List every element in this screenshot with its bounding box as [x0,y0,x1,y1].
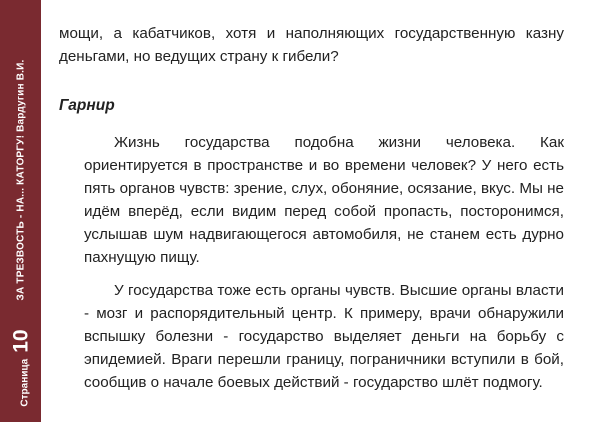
paragraph-2: У государства тоже есть органы чувств. Высшие органы власти - мозг и распорядительный центр. К примеру, врачи обнаружили вспышку болезни - государство выделяет деньги на борьбу с эпидемией. Враги перешли границу, пограничники вступили в бой, сообщив о начале боевых действий - государство шлёт подмогу. [84,282,564,391]
intro-paragraph: мощи, а кабатчиков, хотя и наполняющих государственную казну деньгами, но ведущих страну к гибели? [59,25,564,65]
page-word: Страница [19,358,31,407]
section-heading: Гарнир [59,97,115,114]
sidebar [0,0,41,422]
page-number: 10 [9,329,33,353]
book-title: ЗА ТРЕЗВОСТЬ - НА... КАТОРГУ! Вардугин В.И. [15,59,27,301]
page-number-label [11,329,32,406]
body-text [59,131,564,394]
paragraph-1: Жизнь государства подобна жизни человека. Как ориентируется в пространстве и во времени человек? У него есть пять органов чувств: зрение, слух, обоняние, осязание, вкус. Мы не идём вперёд, если видим перед собой пропасть, посторонимся, услышав шум надвигающегося автомобиля, не станем есть дурно пахнущую пищу. [84,134,564,266]
page-content [59,22,564,394]
